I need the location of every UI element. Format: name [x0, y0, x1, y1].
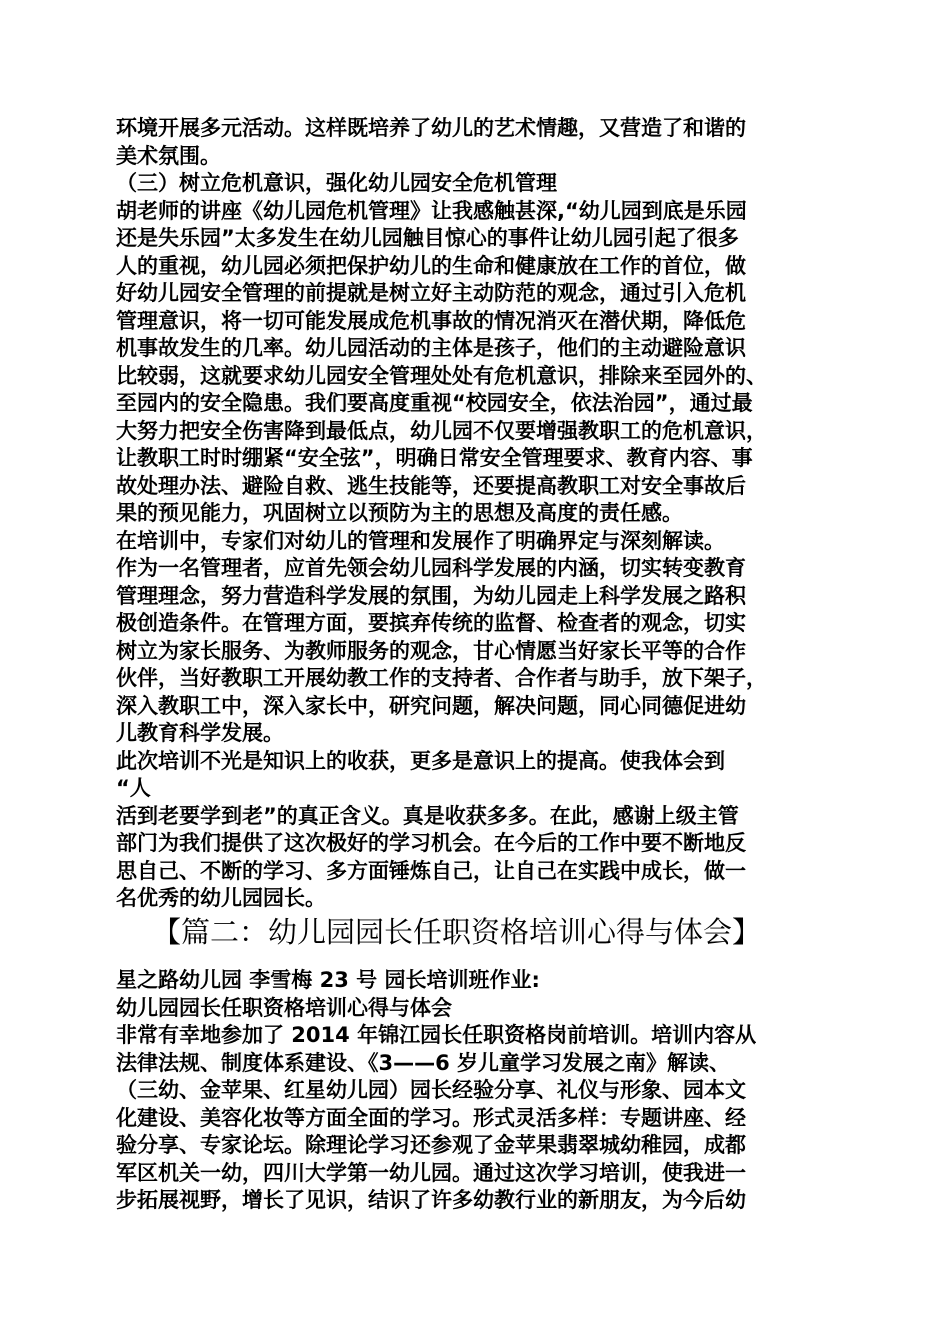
body-text-line: 让教职工时时绷紧“安全弦”，明确日常安全管理要求、教育内容、事	[116, 446, 753, 470]
body-text-line: 部门为我们提供了这次极好的学习机会。在今后的工作中要不断地反	[116, 831, 746, 855]
body-text-line: （三）树立危机意识，强化幼儿园安全危机管理	[116, 171, 557, 195]
body-text-line: 活到老要学到老”的真正含义。真是收获多多。在此，感谢上级主管	[116, 803, 739, 828]
body-text-line: 管理理念，努力营造科学发展的氛围，为幼儿园走上科学发展之路积	[116, 583, 746, 608]
body-text-line: 伙伴，当好教职工开展幼教工作的支持者、合作者与助手，放下架子，	[116, 666, 767, 690]
body-text-line: “人	[116, 776, 151, 800]
body-text-line: 名优秀的幼儿园园长。	[116, 886, 326, 910]
body-text-line: 比较弱，这就要求幼儿园安全管理处处有危机意识，排除来至园外的、	[116, 363, 767, 388]
body-text-line: 环境开展多元活动。这样既培养了幼儿的艺术情趣，又营造了和谐的	[116, 116, 746, 140]
section-two-text-line: 法律法规、制度体系建设、《3——6 岁儿童学习发展之南》解读、	[116, 1050, 731, 1075]
section-two-text-line: 步拓展视野，增长了见识，结识了许多幼教行业的新朋友，为今后幼	[116, 1188, 746, 1212]
body-text-line: 机事故发生的几率。幼儿园活动的主体是孩子，他们的主动避险意识	[116, 336, 746, 360]
body-text-line: 大努力把安全伤害降到最低点，幼儿园不仅要增强教职工的危机意识，	[116, 418, 767, 443]
body-text-line: 管理意识，将一切可能发展成危机事故的情况消灭在潜伏期，降低危	[116, 308, 746, 333]
body-text-line: 树立为家长服务、为教师服务的观念，甘心情愿当好家长平等的合作	[116, 638, 746, 663]
body-text-line: 深入教职工中，深入家长中，研究问题，解决问题，同心同德促进幼	[116, 693, 746, 718]
body-text-line: 儿教育科学发展。	[116, 721, 284, 745]
body-text-line: 美术氛围。	[116, 143, 221, 168]
section-two-text-line: 星之路幼儿园 李雪梅 23 号 园长培训班作业:	[116, 968, 540, 992]
body-text-line: 至园内的安全隐患。我们要高度重视“校园安全，依法治园”，通过最	[116, 391, 753, 415]
section-two-text-line: 化建设、美容化妆等方面全面的学习。形式灵活多样：专题讲座、经	[116, 1105, 746, 1130]
section-two-text-line: 非常有幸地参加了 2014 年锦江园长任职资格岗前培训。培训内容从	[116, 1023, 757, 1047]
body-text-line: 故处理办法、避险自救、逃生技能等，还要提高教职工对安全事故后	[116, 473, 746, 498]
section-two-text-line: （三幼、金苹果、红星幼儿园）园长经验分享、礼仪与形象、园本文	[116, 1078, 746, 1102]
body-text-line: 人的重视，幼儿园必须把保护幼儿的生命和健康放在工作的首位，做	[116, 253, 746, 278]
body-text-line: 思自己、不断的学习、多方面锤炼自己，让自己在实践中成长，做一	[116, 858, 746, 883]
body-text-line: 胡老师的讲座《幼儿园危机管理》让我感触甚深,“幼儿园到底是乐园	[116, 198, 747, 223]
section-two-text-line: 军区机关一幼，四川大学第一幼儿园。通过这次学习培训，使我进一	[116, 1160, 746, 1185]
body-text-line: 作为一名管理者，应首先领会幼儿园科学发展的内涵，切实转变教育	[116, 556, 746, 580]
body-text-line: 在培训中，专家们对幼儿的管理和发展作了明确界定与深刻解读。	[116, 528, 725, 553]
body-text-line: 极创造条件。在管理方面，要摈弃传统的监督、检查者的观念，切实	[116, 611, 746, 635]
body-text-line: 好幼儿园安全管理的前提就是树立好主动防范的观念，通过引入危机	[116, 281, 746, 305]
section-heading: 【篇二：幼儿园园长任职资格培训心得与体会】	[152, 915, 762, 949]
section-two-text-line: 验分享、专家论坛。除理论学习还参观了金苹果翡翠城幼稚园，成都	[116, 1133, 746, 1157]
body-text-line: 还是失乐园”太多发生在幼儿园触目惊心的事件让幼儿园引起了很多	[116, 226, 739, 250]
section-two-text-line: 幼儿园园长任职资格培训心得与体会	[116, 995, 452, 1020]
body-text-line: 此次培训不光是知识上的收获，更多是意识上的提高。使我体会到	[116, 748, 725, 773]
body-text-line: 果的预见能力，巩固树立以预防为主的思想及高度的责任感。	[116, 501, 683, 525]
